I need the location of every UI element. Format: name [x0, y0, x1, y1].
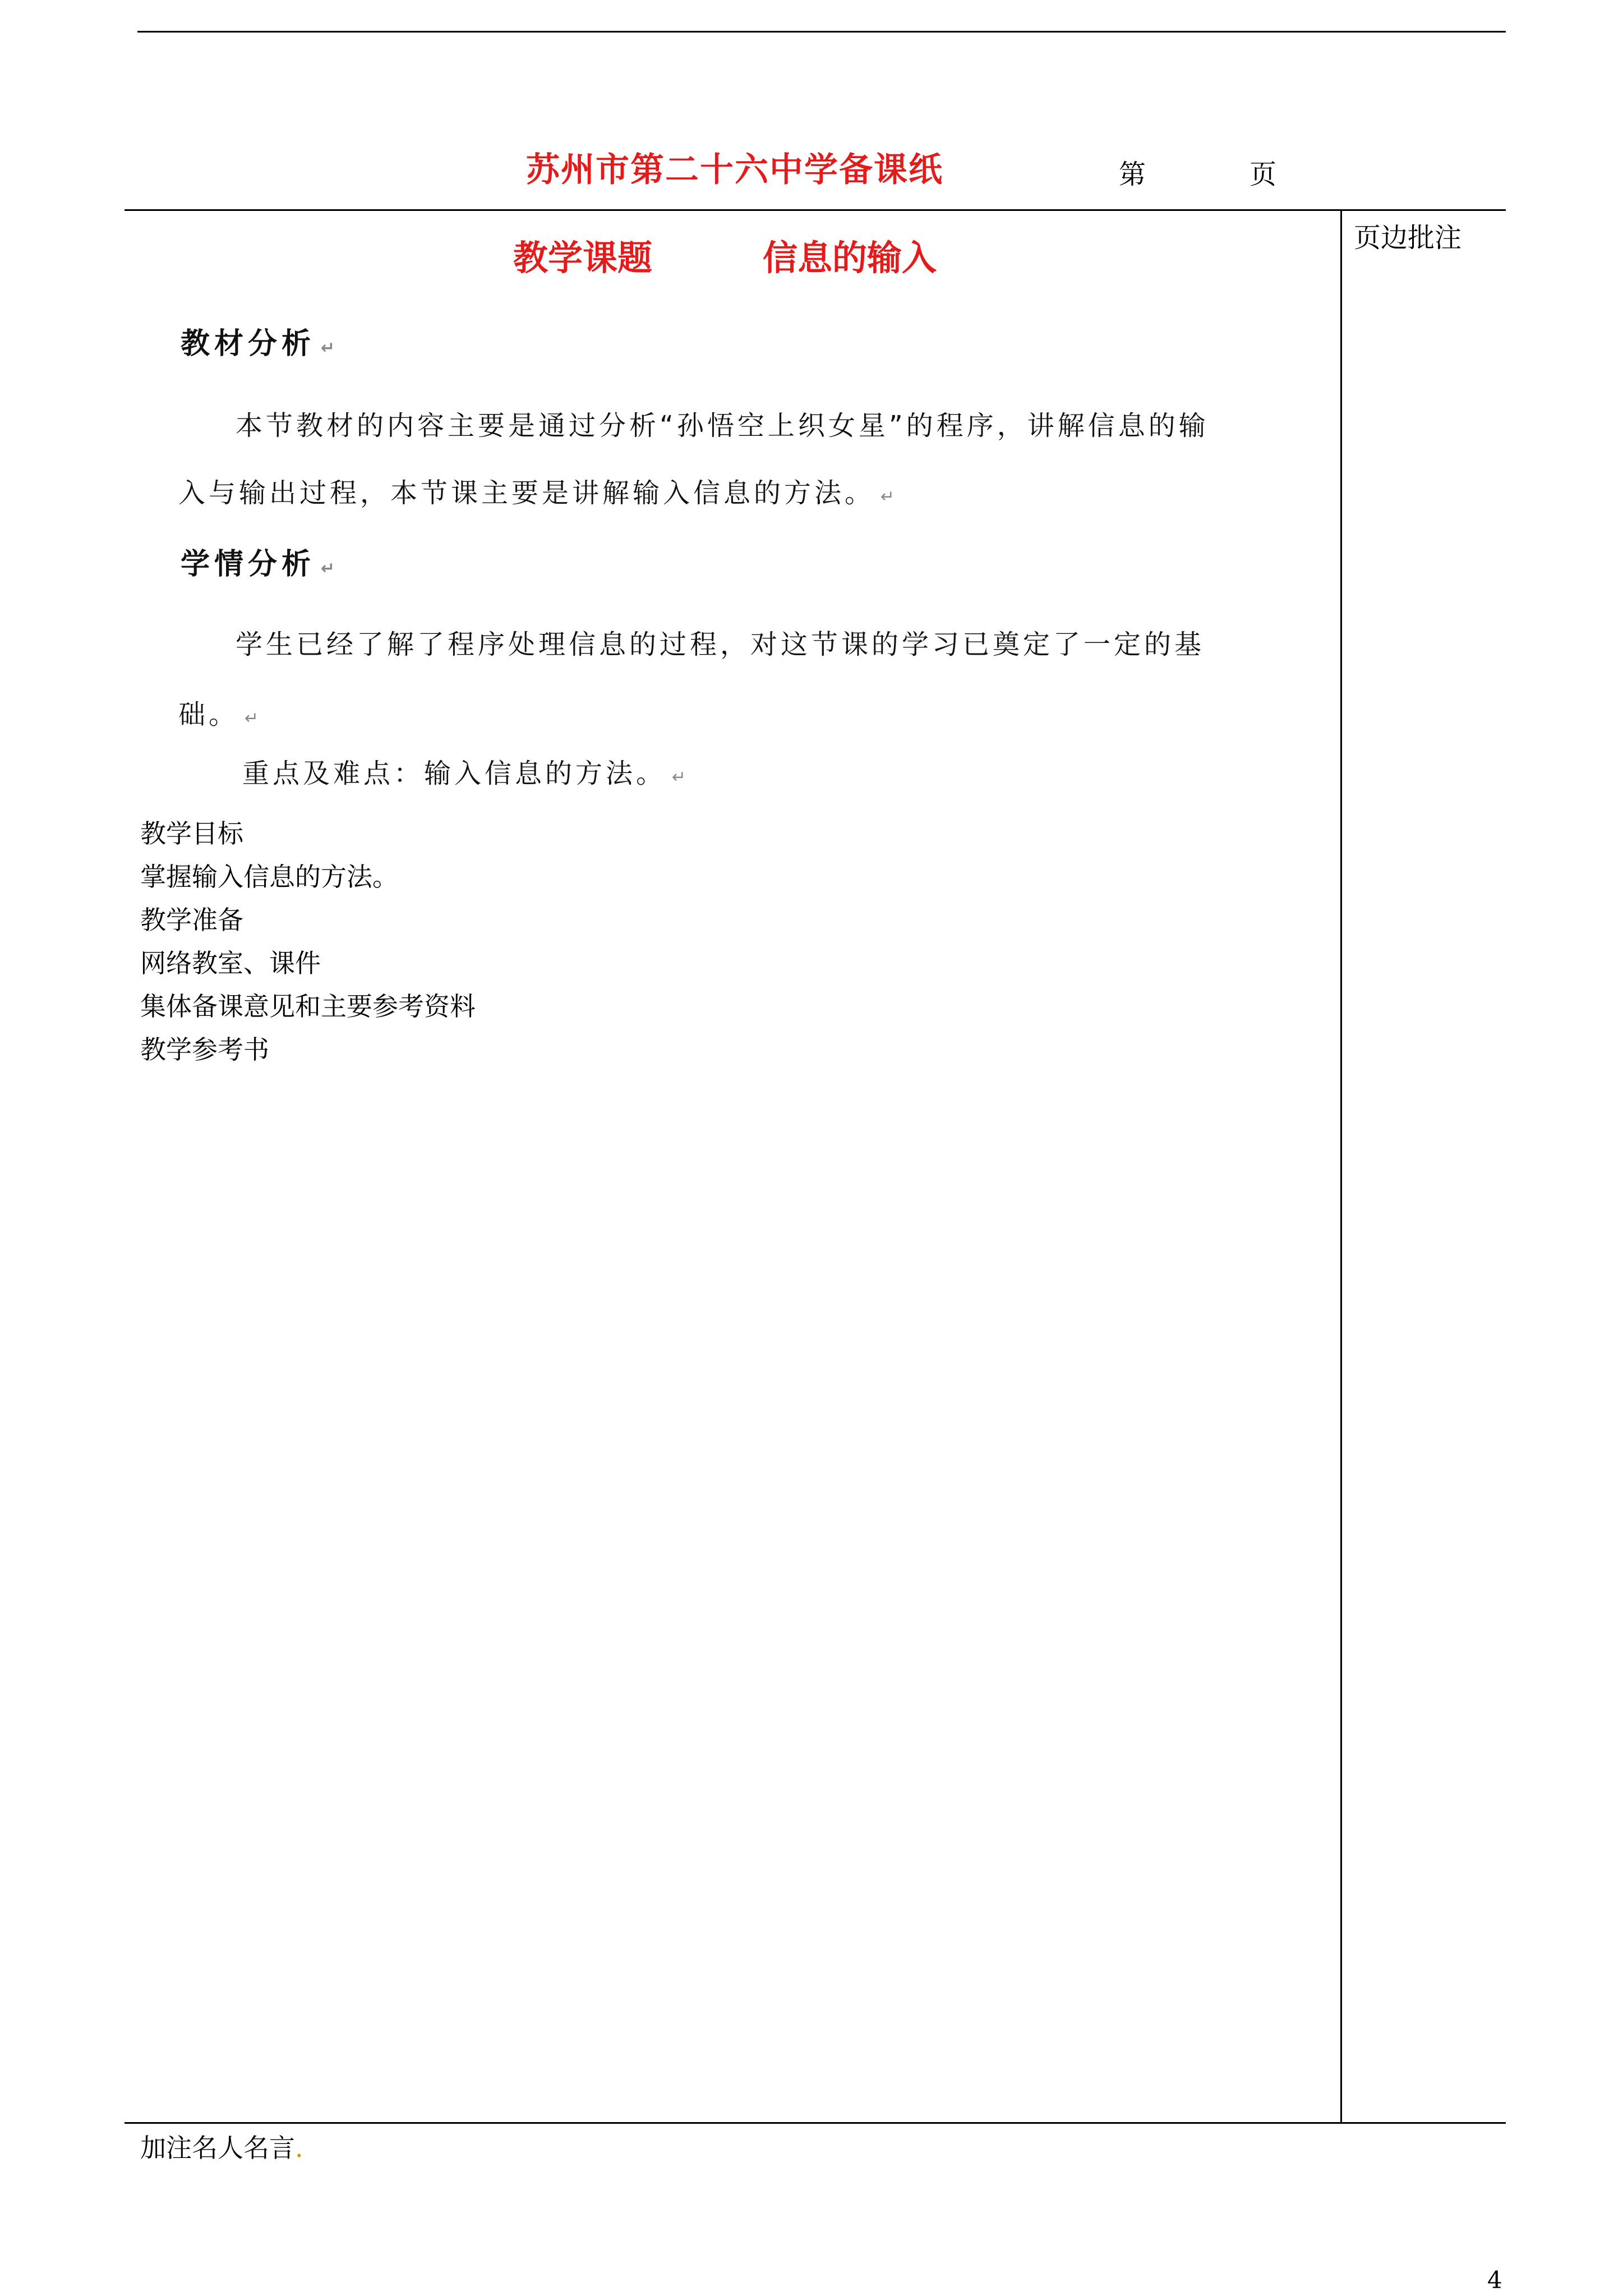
student-analysis-line-1: 学生已经了解了程序处理信息的过程，对这节课的学习已奠定了一定的基	[236, 629, 1205, 660]
reference-text: 教学参考书	[140, 1034, 269, 1065]
top-rule	[137, 31, 1506, 33]
student-analysis-line-2	[178, 693, 259, 731]
teaching-goal-heading: 教学目标	[140, 818, 243, 849]
quote-footer	[140, 2128, 303, 2165]
student-analysis-heading	[181, 540, 335, 582]
teaching-prep-heading: 教学准备	[140, 905, 243, 935]
paragraph-mark-icon: ↵	[321, 338, 335, 358]
quote-dot: .	[295, 2133, 303, 2163]
school-title: 苏州市第二十六中学备课纸	[526, 150, 943, 190]
material-analysis-heading	[181, 320, 335, 362]
key-points-text: 重点及难点：输入信息的方法。	[242, 758, 667, 789]
paragraph-mark-icon: ↵	[672, 767, 686, 787]
key-points	[242, 752, 686, 790]
teaching-prep-text: 网络教室、课件	[140, 948, 321, 978]
paragraph-mark-icon: ↵	[321, 559, 335, 578]
material-analysis-line-1: 本节教材的内容主要是通过分析“孙悟空上织女星”的程序，讲解信息的输	[236, 410, 1209, 441]
margin-column-divider	[1340, 209, 1342, 2122]
page-number: 4	[1487, 2266, 1502, 2294]
paragraph-mark-icon: ↵	[880, 487, 895, 507]
teaching-goal-text: 掌握输入信息的方法。	[140, 862, 398, 892]
page-label-suffix: 页	[1249, 159, 1277, 190]
quote-label: 加注名人名言	[140, 2133, 295, 2163]
material-analysis-heading-text: 教材分析	[181, 327, 316, 361]
lesson-topic-label: 教学课题	[513, 237, 653, 278]
paragraph-mark-icon: ↵	[245, 708, 259, 728]
margin-notes-header: 页边批注	[1354, 222, 1462, 254]
student-analysis-line-2-text: 础。	[178, 699, 239, 730]
footer-rule	[125, 2122, 1506, 2124]
student-analysis-heading-text: 学情分析	[181, 547, 316, 581]
page-label-prefix: 第	[1119, 159, 1146, 190]
material-analysis-line-2	[178, 471, 895, 510]
lesson-topic: 信息的输入	[763, 237, 937, 278]
collective-prep-heading: 集体备课意见和主要参考资料	[140, 991, 476, 1022]
header-rule	[125, 209, 1506, 211]
material-analysis-line-2-text: 入与输出过程，本节课主要是讲解输入信息的方法。	[178, 477, 875, 509]
